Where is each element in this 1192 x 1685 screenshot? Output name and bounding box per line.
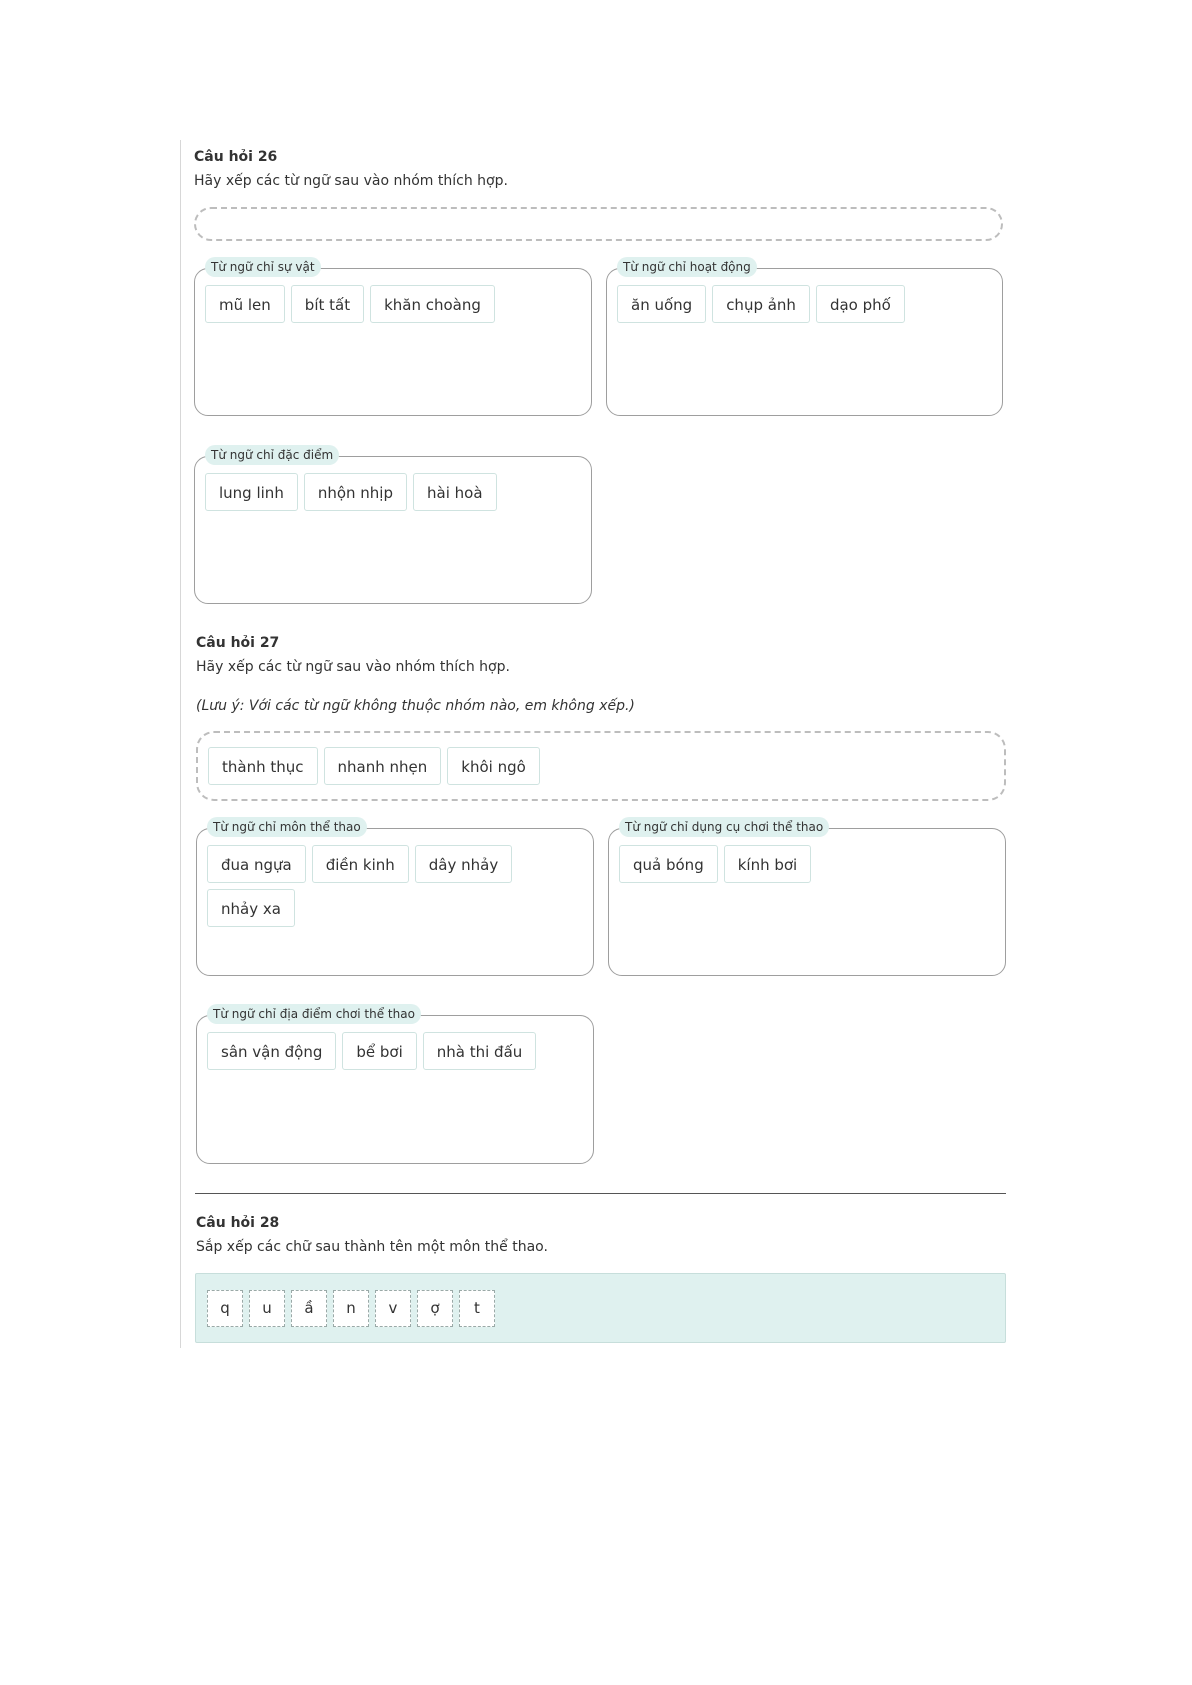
word-chip[interactable]: nhộn nhịp — [304, 473, 407, 511]
group-label: Từ ngữ chỉ địa điểm chơi thể thao — [207, 1004, 421, 1024]
word-chip[interactable]: chụp ảnh — [712, 285, 810, 323]
group-box-venues[interactable] — [196, 1007, 594, 1164]
word-chip[interactable]: kính bơi — [724, 845, 812, 883]
question-prompt: Hãy xếp các từ ngữ sau vào nhóm thích hợp. — [196, 659, 510, 675]
group-label: Từ ngữ chỉ dụng cụ chơi thể thao — [619, 817, 829, 837]
letter-tile[interactable]: t — [459, 1290, 495, 1327]
letter-tile[interactable]: n — [333, 1290, 369, 1327]
letter-tile[interactable]: ầ — [291, 1290, 327, 1327]
question-note: (Lưu ý: Với các từ ngữ không thuộc nhóm nào, em không xếp.) — [196, 698, 635, 714]
word-chip[interactable]: thành thục — [208, 747, 318, 785]
question-title: Câu hỏi 27 — [196, 635, 280, 651]
question-26-header — [194, 147, 508, 191]
word-chip[interactable]: nhảy xa — [207, 889, 295, 927]
word-chip[interactable]: quả bóng — [619, 845, 718, 883]
group-label: Từ ngữ chỉ sự vật — [205, 257, 321, 277]
word-chip[interactable]: lung linh — [205, 473, 298, 511]
word-chip[interactable]: dây nhảy — [415, 845, 512, 883]
question-27-header — [196, 633, 510, 677]
left-guide-line — [180, 140, 181, 1348]
word-chip[interactable]: nhanh nhẹn — [324, 747, 442, 785]
group-label: Từ ngữ chỉ hoạt động — [617, 257, 757, 277]
word-pool[interactable] — [196, 731, 1006, 801]
letter-tile[interactable]: q — [207, 1290, 243, 1327]
word-chip[interactable]: nhà thi đấu — [423, 1032, 537, 1070]
question-title: Câu hỏi 28 — [196, 1215, 280, 1231]
question-title: Câu hỏi 26 — [194, 149, 278, 165]
word-chip[interactable]: đua ngựa — [207, 845, 306, 883]
question-prompt: Sắp xếp các chữ sau thành tên một môn thể thao. — [196, 1239, 548, 1255]
group-box-activities[interactable] — [606, 260, 1003, 416]
section-divider — [195, 1193, 1006, 1194]
group-box-characteristics[interactable] — [194, 448, 592, 604]
group-box-sports[interactable] — [196, 820, 594, 976]
word-chip[interactable]: dạo phố — [816, 285, 905, 323]
group-label: Từ ngữ chỉ đặc điểm — [205, 445, 339, 465]
group-box-things[interactable] — [194, 260, 592, 416]
word-chip[interactable]: hài hoà — [413, 473, 497, 511]
word-chip[interactable]: khăn choàng — [370, 285, 495, 323]
group-label: Từ ngữ chỉ môn thể thao — [207, 817, 367, 837]
word-chip[interactable]: bể bơi — [342, 1032, 416, 1070]
question-28-header — [196, 1213, 548, 1257]
letter-arrange-area[interactable] — [195, 1273, 1006, 1343]
question-prompt: Hãy xếp các từ ngữ sau vào nhóm thích hợp. — [194, 173, 508, 189]
word-chip[interactable]: ăn uống — [617, 285, 706, 323]
word-chip[interactable]: mũ len — [205, 285, 285, 323]
letter-tile[interactable]: u — [249, 1290, 285, 1327]
word-chip[interactable]: điền kinh — [312, 845, 409, 883]
letter-tile[interactable]: v — [375, 1290, 411, 1327]
word-chip[interactable]: sân vận động — [207, 1032, 336, 1070]
word-pool[interactable] — [194, 207, 1003, 241]
group-box-equipment[interactable] — [608, 820, 1006, 976]
word-chip[interactable]: khôi ngô — [447, 747, 540, 785]
word-chip[interactable]: bít tất — [291, 285, 364, 323]
letter-tile[interactable]: ợ — [417, 1290, 453, 1327]
